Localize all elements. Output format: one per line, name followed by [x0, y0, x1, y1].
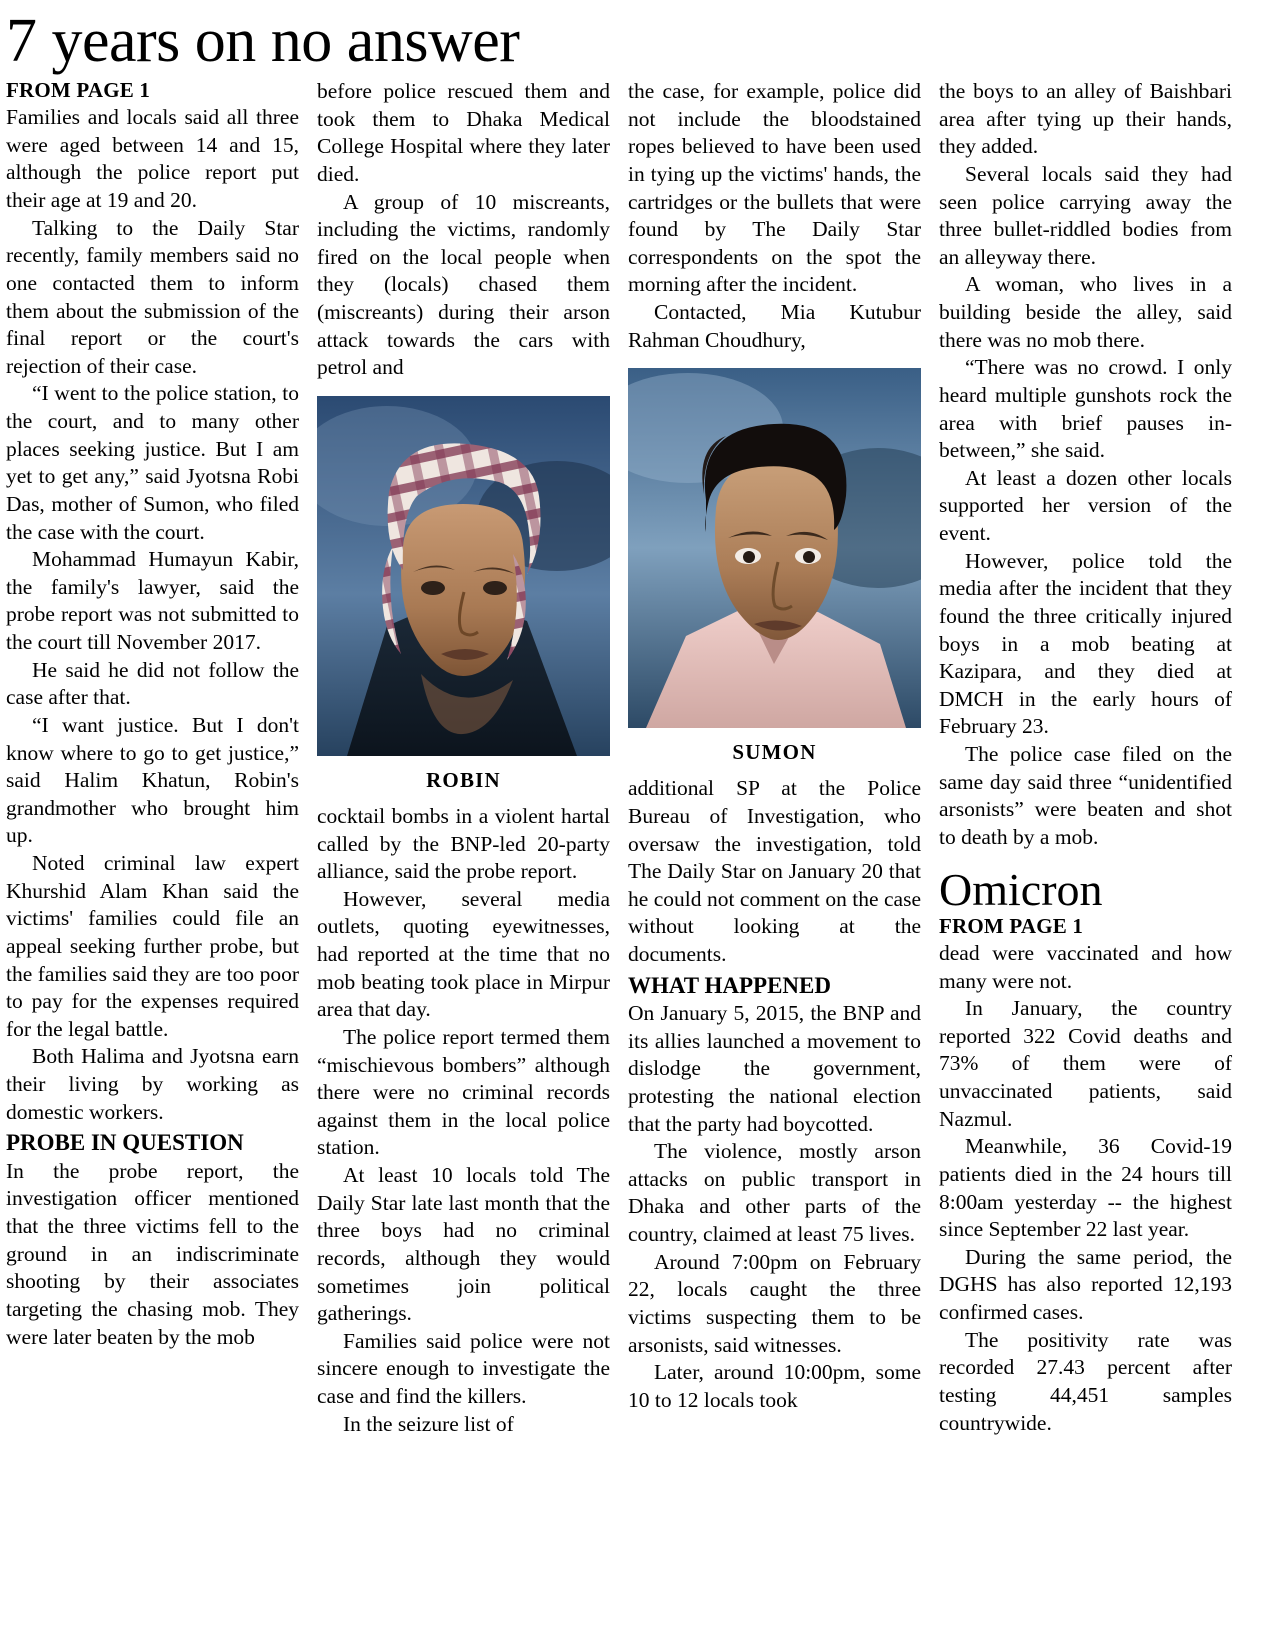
paragraph: However, several media outlets, quoting eyewitnesses, had reported at the time that no mob beating took place in Mirpur area that day.	[317, 886, 610, 1022]
paragraph: Several locals said they had seen police carrying away the three bullet-riddled bodies from an alleyway there.	[939, 161, 1232, 269]
paragraph: Families and locals said all three were aged between 14 and 15, although the police report put their age at 19 and 20.	[6, 105, 299, 213]
paragraph: In the probe report, the investigation officer mentioned that the three victims fell to the ground in an indiscriminate shooting by their associates targeting the chasing mob. They were later beaten by the mob	[6, 1158, 299, 1349]
paragraph: dead were vaccinated and how many were not.	[939, 940, 1232, 993]
paragraph: On January 5, 2015, the BNP and its allies launched a movement to dislodge the government, protesting the national election that the party had boycotted.	[628, 1001, 921, 1136]
photo-caption: SUMON	[732, 740, 817, 765]
paragraph: A group of 10 miscreants, including the victims, randomly fired on the local people when they (locals) chased them (miscreants) during their arson attack towards the cars with petrol and	[317, 189, 610, 380]
paragraph: At least a dozen other locals supported her version of the event.	[939, 465, 1232, 545]
paragraph: Mohammad Humayun Kabir, the family's lawyer, said the probe report was not submitted to the court till November 2017.	[6, 547, 299, 655]
paragraph: In the seizure list of	[343, 1411, 514, 1436]
paragraph: Both Halima and Jyotsna earn their living by working as domestic workers.	[6, 1044, 299, 1124]
article-columns	[0, 78, 1286, 1438]
column-3	[628, 78, 921, 1438]
paragraph: The positivity rate was recorded 27.43 percent after testing 44,451 samples countrywide.	[939, 1327, 1232, 1435]
paragraph: A woman, who lives in a building beside the alley, said there was no mob there.	[939, 272, 1232, 352]
paragraph: “I want justice. But I don't know where to go to get justice,” said Halim Khatun, Robin's grandmother who brought him up.	[6, 712, 299, 848]
paragraph: Families said police were not sincere enough to investigate the case and find the killers.	[317, 1328, 610, 1408]
paragraph: Contacted, Mia Kutubur Rahman Choudhury,	[628, 300, 921, 352]
paragraph: However, police told the media after the incident that they found the three critically injured boys in a mob beating at Kazipara, and they died at DMCH in the early hours of February 23.	[939, 548, 1232, 739]
paragraph: Later, around 10:00pm, some 10 to 12 locals took	[628, 1360, 921, 1412]
paragraph: At least 10 locals told The Daily Star late last month that the three boys had no criminal records, although they would sometimes join political gatherings.	[317, 1163, 610, 1326]
paragraph: The violence, mostly arson attacks on public transport in Dhaka and other parts of the country, claimed at least 75 lives.	[628, 1139, 921, 1247]
from-page-kicker: FROM PAGE 1	[939, 913, 1084, 938]
paragraph: the boys to an alley of Baishbari area after tying up their hands, they added.	[939, 79, 1232, 159]
paragraph: “There was no crowd. I only heard multiple gunshots rock the area with brief pauses in-between,” she said.	[939, 355, 1232, 463]
paragraph: “I went to the police station, to the court, and to many other places seeking justice. But I am yet to get any,” said Jyotsna Robi Das, mother of Sumon, who filed the case with the court.	[6, 381, 299, 544]
portrait-photo-sumon	[628, 368, 921, 728]
paragraph: In January, the country reported 322 Covid deaths and 73% of them were of unvaccinated patients, said Nazmul.	[939, 996, 1232, 1131]
portrait-photo-robin	[317, 396, 610, 756]
paragraph: the case, for example, police did not include the bloodstained ropes believed to have been used in tying up the victims' hands, the cartridges or the bullets that were found by The Daily Star correspondents on the spot the morning after the incident.	[628, 79, 921, 297]
column-1	[6, 78, 299, 1438]
paragraph: During the same period, the DGHS has also reported 12,193 confirmed cases.	[939, 1244, 1232, 1325]
paragraph: Around 7:00pm on February 22, locals caught the three victims suspecting them to be arsonists, said witnesses.	[628, 1249, 921, 1357]
paragraph: Noted criminal law expert Khurshid Alam Khan said the victims' families could file an appeal seeking further probe, but the families said they are too poor to pay for the expenses required for the legal battle.	[6, 851, 299, 1041]
photo-block-robin	[317, 396, 610, 793]
paragraph: additional SP at the Police Bureau of Investigation, who oversaw the investigation, told The Daily Star on January 20 that he could not comment on the case without looking at the documents.	[628, 776, 921, 966]
section-title-omicron: Omicron	[939, 863, 1103, 915]
from-page-kicker: FROM PAGE 1	[6, 78, 151, 102]
column-4	[939, 78, 1232, 1438]
photo-block-sumon	[628, 368, 921, 765]
paragraph: before police rescued them and took them to Dhaka Medical College Hospital where they later died.	[317, 79, 610, 186]
paragraph: The police report termed them “mischievous bombers” although there were no criminal records against them in the local police station.	[317, 1024, 610, 1160]
page-title: 7 years on no answer	[6, 7, 520, 75]
paragraph: cocktail bombs in a violent hartal called by the BNP-led 20-party alliance, said the probe report.	[317, 803, 610, 884]
section-subhead: PROBE IN QUESTION	[6, 1130, 244, 1156]
photo-caption: ROBIN	[426, 767, 501, 792]
column-2	[317, 78, 610, 1438]
paragraph: The police case filed on the same day said three “unidentified arsonists” were beaten and shot to death by a mob.	[939, 742, 1232, 849]
paragraph: He said he did not follow the case after that.	[6, 657, 299, 710]
paragraph: Meanwhile, 36 Covid-19 patients died in the 24 hours till 8:00am yesterday -- the highest since September 22 last year.	[939, 1134, 1232, 1242]
section-subhead: WHAT HAPPENED	[628, 972, 831, 998]
paragraph: Talking to the Daily Star recently, family members said no one contacted them to inform them about the submission of the final report or the court's rejection of their case.	[6, 215, 299, 378]
newspaper-page	[0, 7, 1286, 1642]
